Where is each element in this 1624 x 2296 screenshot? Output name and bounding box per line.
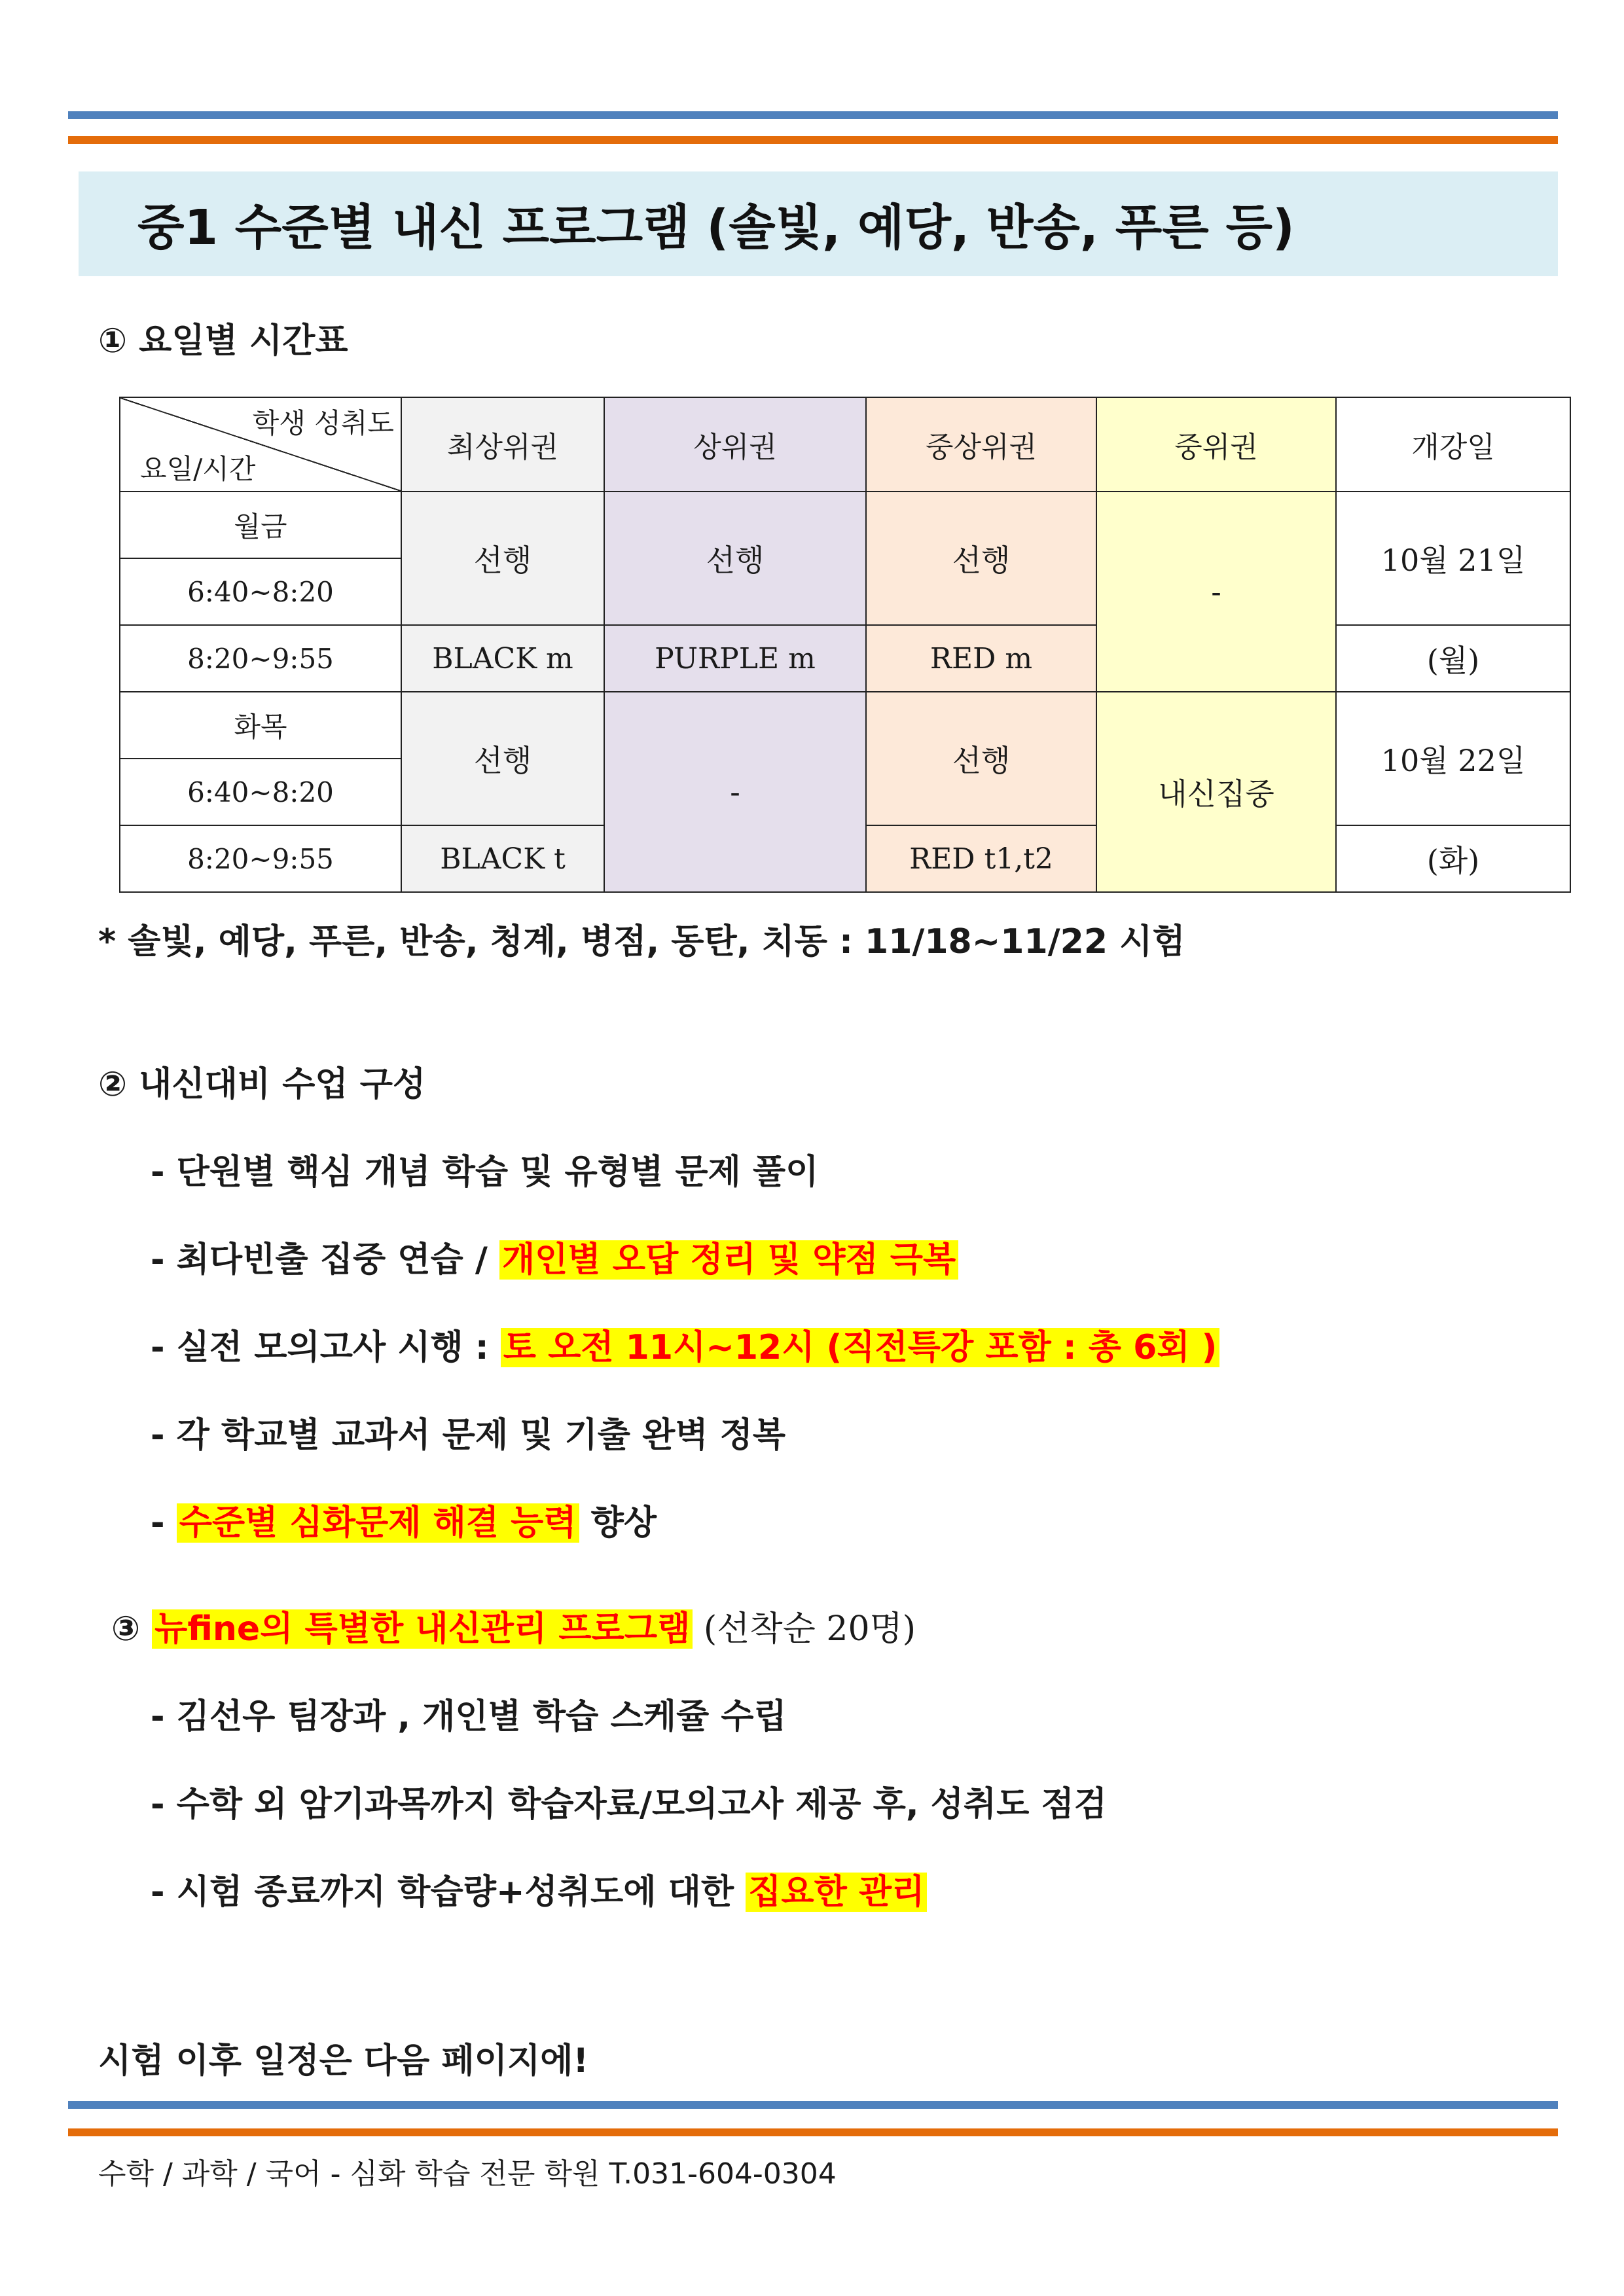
cell-advanced: 선행 — [604, 492, 866, 625]
section2-line1: - 단원별 핵심 개념 학습 및 유형별 문제 풀이 — [151, 1153, 819, 1192]
start-date: 10월 21일 — [1336, 492, 1570, 625]
table-corner-cell — [120, 397, 401, 492]
footer-contact: 수학 / 과학 / 국어 - 심화 학습 전문 학원 T.031-604-0304 — [98, 2157, 837, 2191]
col-header: 최상위권 — [401, 397, 604, 492]
start-day: (화) — [1336, 825, 1570, 892]
section3-line2: - 수학 외 암기과목까지 학습자료/모의고사 제공 후, 성취도 점검 — [151, 1785, 1107, 1824]
section3-heading — [111, 1601, 916, 1650]
line3-prefix: - 실전 모의고사 시행 : — [151, 1328, 501, 1367]
corner-top-label: 학생 성취도 — [252, 407, 394, 439]
exam-note — [98, 914, 1185, 963]
section3-line3 — [151, 1864, 927, 1913]
class-name: PURPLE m — [604, 625, 866, 692]
col-header: 중위권 — [1096, 397, 1336, 492]
s3-line3-highlight: 집요한 관리 — [746, 1873, 927, 1912]
section2-heading: ② 내신대비 수업 구성 — [98, 1065, 426, 1104]
bottom-rule-blue — [68, 2101, 1558, 2109]
closing-note: 시험 이후 일정은 다음 페이지에! — [98, 2041, 589, 2081]
day-label: 화목 — [120, 692, 401, 759]
section2-line2 — [151, 1232, 958, 1281]
line5-highlight: 수준별 심화문제 해결 능력 — [177, 1503, 579, 1543]
time-label: 8:20~9:55 — [120, 825, 401, 892]
time-label: 8:20~9:55 — [120, 625, 401, 692]
cell-dash: - — [1096, 492, 1336, 692]
time-label: 6:40~8:20 — [120, 759, 401, 825]
time-label: 6:40~8:20 — [120, 558, 401, 625]
bottom-rule-orange — [68, 2128, 1558, 2136]
line2-highlight: 개인별 오답 정리 및 약점 극복 — [499, 1240, 958, 1280]
cell-dash: - — [604, 692, 866, 892]
line2-prefix: - 최다빈출 집중 연습 / — [151, 1240, 499, 1280]
day-label: 월금 — [120, 492, 401, 558]
col-header: 중상위권 — [866, 397, 1096, 492]
section1-heading: ① 요일별 시간표 — [98, 321, 348, 361]
class-name: RED t1,t2 — [866, 825, 1096, 892]
section3-prefix: ③ — [111, 1609, 153, 1649]
exam-note-text: * 솔빛, 예당, 푸른, 반송, 청계, 병점, 동탄, 치동 : 11/18~11/22 시험 — [98, 922, 1185, 961]
line5-prefix: - — [151, 1503, 177, 1543]
start-date: 10월 22일 — [1336, 692, 1570, 825]
line3-highlight: 토 오전 11시~12시 (직전특강 포함 : 총 6회 ) — [501, 1328, 1220, 1367]
top-rule-blue — [68, 111, 1558, 119]
section2-line3 — [151, 1319, 1219, 1369]
cell-advanced: 선행 — [401, 692, 604, 825]
start-day: (월) — [1336, 625, 1570, 692]
class-name: BLACK m — [401, 625, 604, 692]
line5-suffix: 향상 — [579, 1503, 657, 1543]
cell-advanced: 선행 — [401, 492, 604, 625]
class-name: RED m — [866, 625, 1096, 692]
s3-line3-prefix: - 시험 종료까지 학습량+성취도에 대한 — [151, 1873, 746, 1912]
section3-highlight: 뉴fine의 특별한 내신관리 프로그램 — [152, 1609, 693, 1649]
cell-focus: 내신집중 — [1096, 692, 1336, 892]
section2-line5 — [151, 1495, 657, 1544]
class-name: BLACK t — [401, 825, 604, 892]
corner-bottom-label: 요일/시간 — [140, 453, 256, 485]
cell-advanced: 선행 — [866, 692, 1096, 825]
schedule-table — [119, 397, 1571, 893]
col-header: 상위권 — [604, 397, 866, 492]
section3-line1: - 김선우 팀장과 , 개인별 학습 스케쥴 수립 — [151, 1697, 787, 1736]
section3-suffix: (선착순 20명) — [693, 1609, 916, 1649]
page-title: 중1 수준별 내신 프로그램 (솔빛, 예당, 반송, 푸른 등) — [79, 171, 1558, 276]
top-rule-orange — [68, 136, 1558, 144]
col-header: 개강일 — [1336, 397, 1570, 492]
cell-advanced: 선행 — [866, 492, 1096, 625]
section2-line4: - 각 학교별 교과서 문제 및 기출 완벽 정복 — [151, 1416, 786, 1455]
